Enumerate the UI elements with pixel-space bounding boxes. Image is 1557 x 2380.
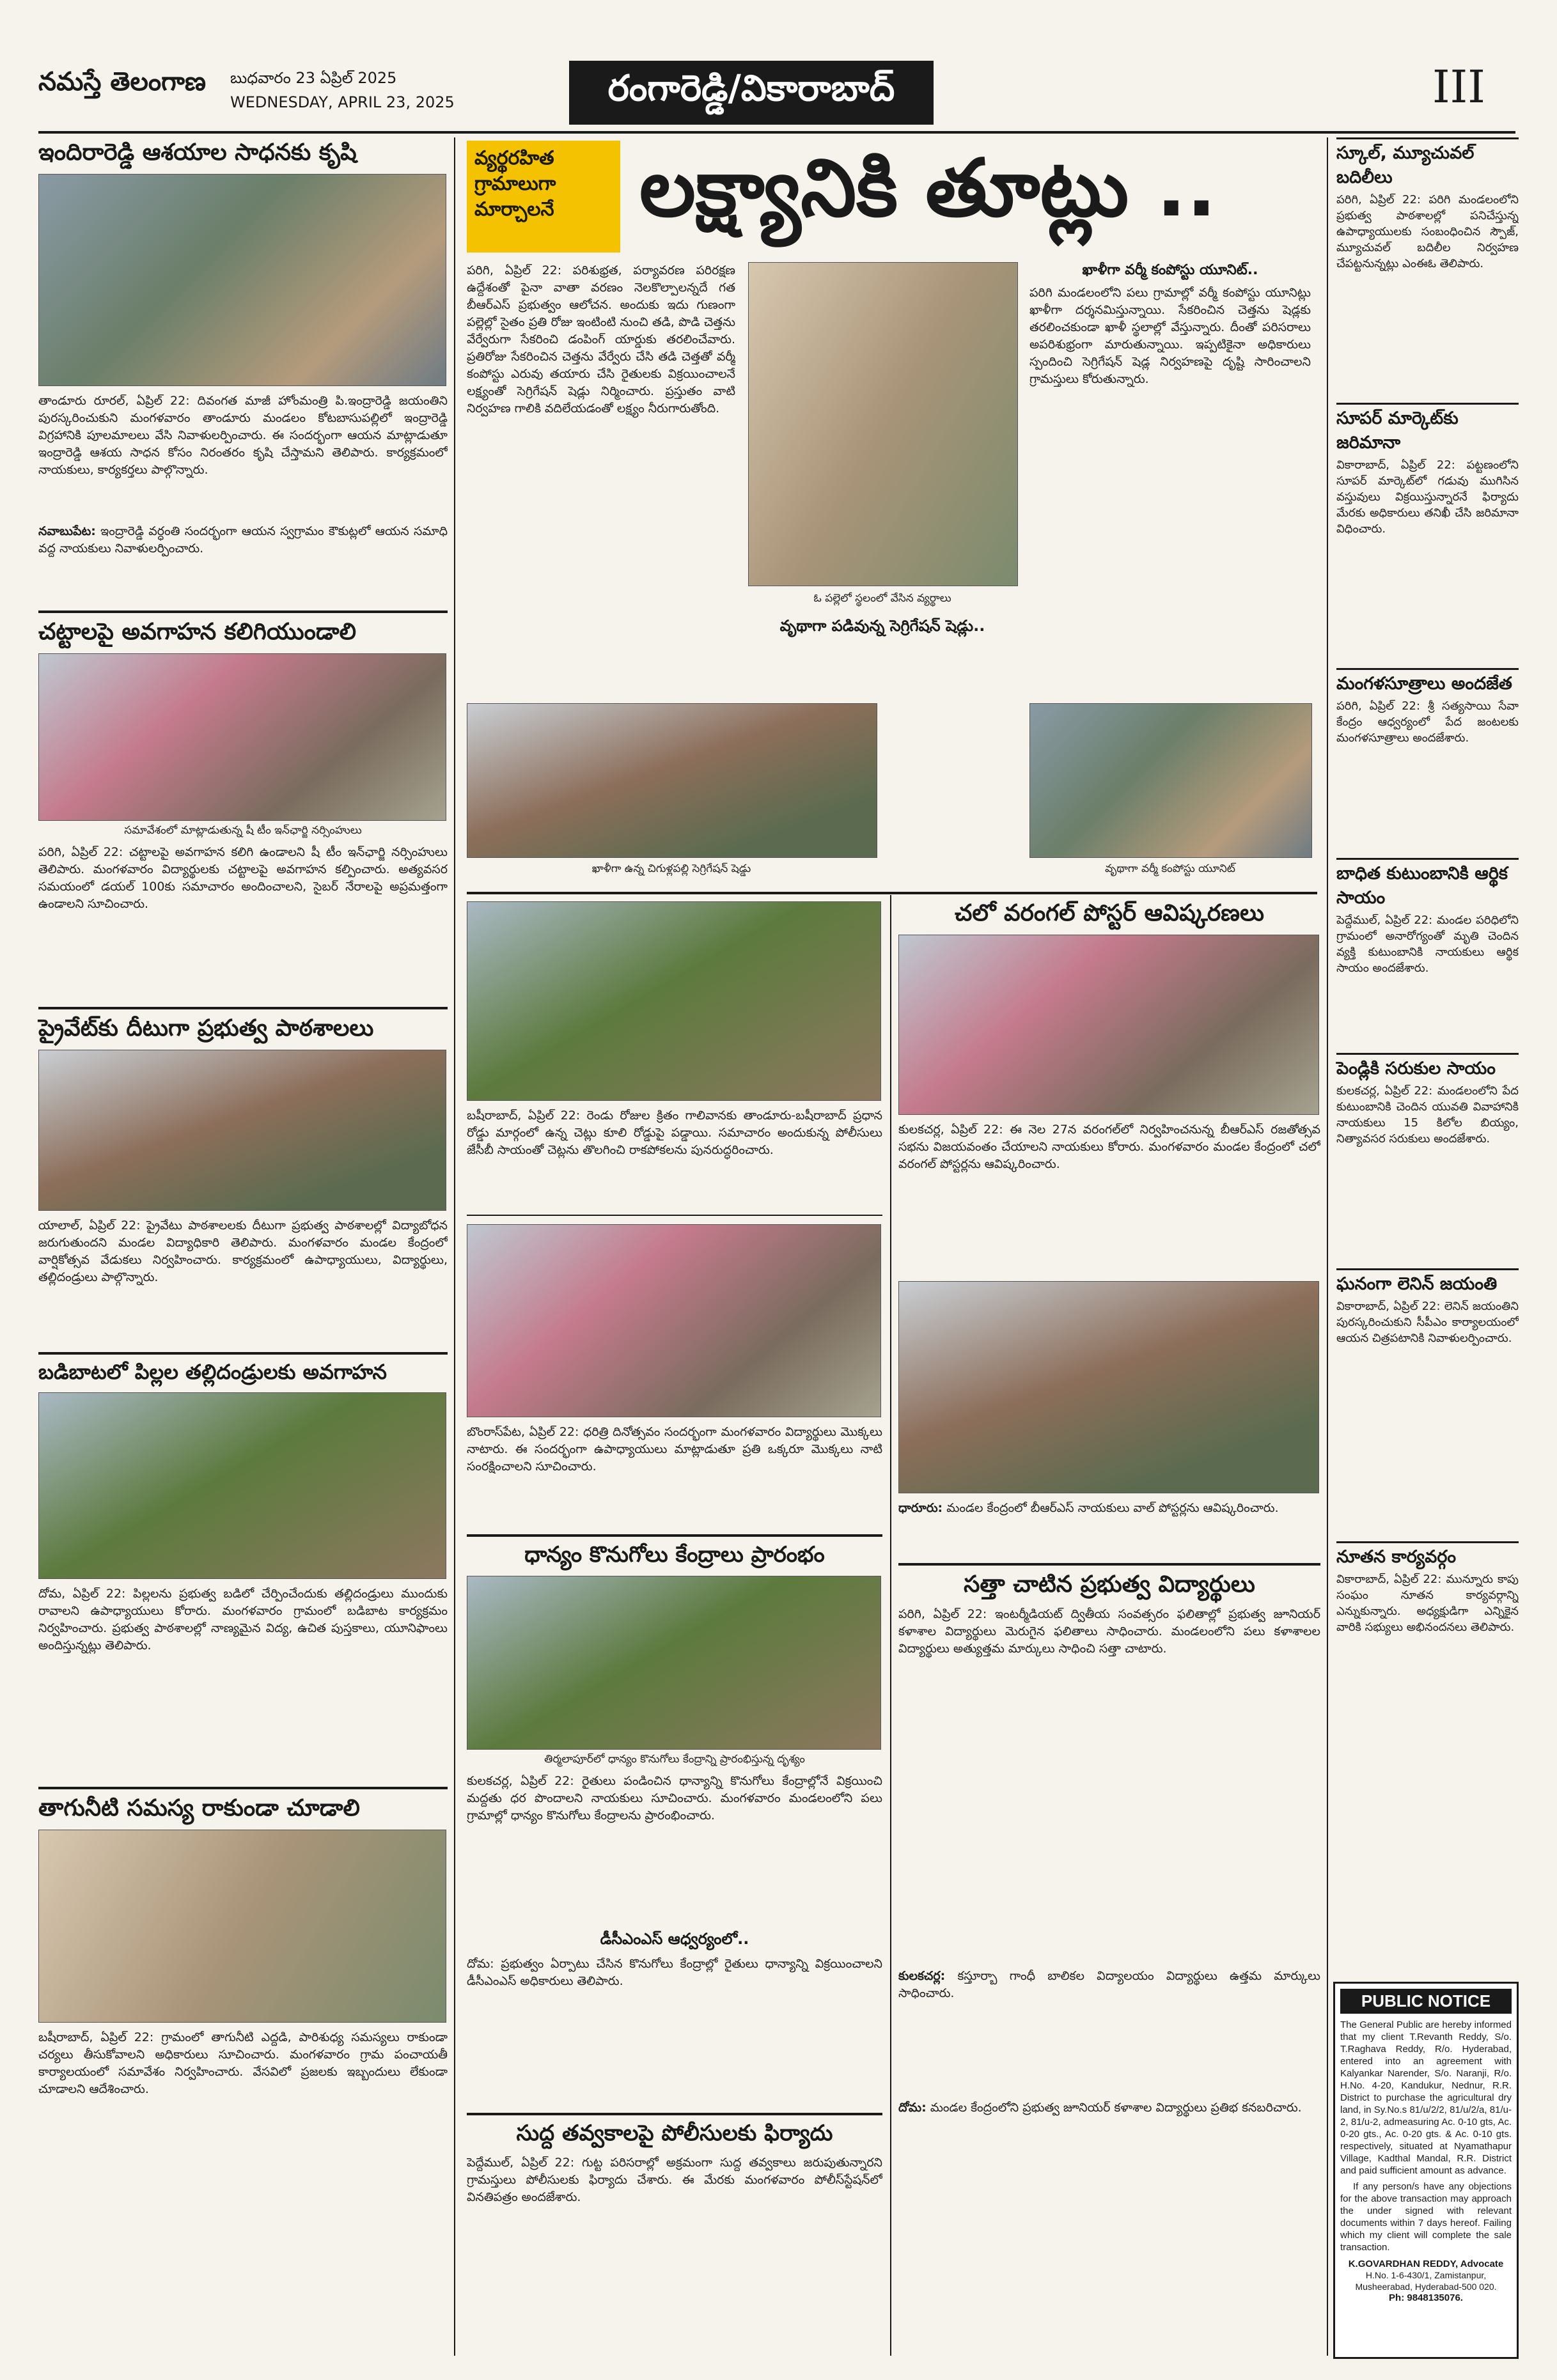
brief-item (1336, 403, 1519, 668)
brief-body: కులకచర్ల, ఏప్రిల్ 22: మండలంలోని పేద కుటుంబానికి చెందిన యువతి వివాహానికి నాయకులు 15 కిలోల బియ్యం, నిత్యావసర సరుకులు అందజేశారు. (1336, 1084, 1519, 1146)
article-subsection (898, 1500, 1320, 1564)
article-body: దోమ, ఏప్రిల్ 22: పిల్లలను ప్రభుత్వ బడిలో చేర్పించేందుకు తల్లిదండ్రులు ముందుకు రావాలని ఉపాధ్యాయులు కోరారు. మంగళవారం గ్రామంలో బడిబాట కార్యక్రమం నిర్వహించారు. ప్రభుత్వ పాఠశాలల్లో నాణ్యమైన విద్య, ఉచిత పుస్తకాలు, యూనిఫాంలు అందిస్తున్నట్లు తెలిపారు. (38, 1586, 448, 1653)
masthead-rule (38, 131, 1515, 134)
article-subhead: నవాబుపేట: (38, 524, 96, 538)
column-divider (890, 895, 891, 2356)
article-headline: చలో వరంగల్ పోస్టర్ ఆవిష్కరణలు (955, 900, 1264, 926)
brief-body: వికారాబాద్, ఏప్రిల్ 22: మున్నూరు కాపు సంఘం నూతన కార్యవర్గాన్ని ఎన్నుకున్నారు. అధ్యక్షుడిగా ఎన్నికైన వారికి సభ్యులు అభినందనలు తెలిపారు. (1336, 1573, 1519, 1634)
brief-headline: నూతన కార్యవర్గం (1336, 1541, 1519, 1571)
brief-headline: పెండ్లికి సరుకుల సాయం (1336, 1053, 1519, 1083)
article-laws-awareness (38, 620, 448, 991)
article-body: బషీరాబాద్, ఏప్రిల్ 22: రెండు రోజుల క్రితం గాలివానకు తాండూరు-బషీరాబాద్ ప్రధాన రోడ్డు మార్గంలో ఉన్న చెట్లు కూలి రోడ్డుపై పడ్డాయి. సమాచారం అందుకున్న పోలీసులు జేసీబీ సాయంతో చెట్లను తొలగించి రాకపోకలను పునరుద్ధరించారు. (467, 1108, 882, 1157)
article-body: పెద్దేముల్, ఏప్రిల్ 22: గుట్ట పరిసరాల్లో అక్రమంగా సుద్ద తవ్వకాలు జరుపుతున్నారని గ్రామస్తులు పోలీసులకు ఫిర్యాదు చేశారు. ఈ మేరకు మంగళవారం పోలీస్‌స్టేషన్‌లో వినతిపత్రం అందజేశారు. (467, 2155, 882, 2204)
brief-headline: స్కూల్, మ్యూచువల్ బదిలీలు (1336, 137, 1519, 192)
article-photo (898, 1281, 1319, 1493)
article-photo (898, 935, 1319, 1115)
lead-subhead: వృథాగా పడివున్న సెగ్రిగేషన్ షెడ్లు.. (779, 617, 985, 635)
section-rule (467, 1534, 882, 1537)
article-subhead: కులకచర్ల: (898, 1968, 946, 1983)
article-chalo-warangal (898, 901, 1320, 1564)
article-headline: ప్రైవేట్‌కు దీటుగా ప్రభుత్వ పాఠశాలలు (38, 1015, 374, 1041)
article-body: యాలాల్, ఏప్రిల్ 22: ప్రైవేటు పాఠశాలలకు దీటుగా ప్రభుత్వ పాఠశాలల్లో విద్యాబోధన జరుగుతుందని మండల విద్యాధికారి తెలిపారు. మంగళవారం మండల కేంద్రంలో వార్షికోత్సవ వేడుకలు నిర్వహించారు. కార్యక్రమంలో ఉపాధ్యాయులు, విద్యార్థులు, తల్లిదండ్రులు పాల్గొన్నారు. (38, 1218, 448, 1284)
article-govt-schools (38, 1016, 448, 1345)
article-headline: సుద్ద తవ్వకాలపై పోలీసులకు ఫిర్యాదు (516, 2120, 833, 2146)
article-photo (467, 1576, 881, 1750)
article-body: పరిగి, ఏప్రిల్ 22: ఇంటర్మీడియట్ ద్వితీయ సంవత్సరం ఫలితాల్లో ప్రభుత్వ జూనియర్ కళాశాల విద్యార్థులు మెరుగైన ఫలితాలు సాధించారు. మండలంలోని పలు కళాశాలల విద్యార్థులు అత్యుత్తమ మార్కులు సాధించి సత్తా చాటారు. (898, 1606, 1320, 1656)
section-rule (467, 1215, 882, 1216)
article-photo (38, 1050, 446, 1211)
brief-body: పెద్దేముల్, ఏప్రిల్ 22: మండల పరిధిలోని గ్రామంలో అనారోగ్యంతో మృతి చెందిన వ్యక్తి కుటుంబానికి నాయకులు ఆర్థిక సాయం అందజేశారు. (1336, 914, 1519, 975)
photo-caption: సమావేశంలో మాట్లాడుతున్న షీ టీం ఇన్‌ఛార్జి నర్సింహులు (124, 823, 362, 837)
brief-headline: బాధిత కుటుంబానికి ఆర్థిక సాయం (1336, 858, 1519, 912)
article-photo (38, 1392, 446, 1579)
column-divider (454, 137, 455, 2356)
article-body: తాండూరు రూరల్, ఏప్రిల్ 22: దివంగత మాజీ హోంమంత్రి పి.ఇంద్రారెడ్డి జయంతిని పురస్కరించుకుని మంగళవారం తాండూరు మండలం కోటబాసుపల్లిలో ఇంద్రారెడ్డి విగ్రహానికి పూలమాలలు వేసి నివాళులర్పించారు. ఈ సందర్భంగా ఆయన మాట్లాడుతూ ఇంద్రారెడ్డి ఆశయ సాధన కోసం నిరంతరం కృషి చేస్తామని తెలిపారు. కార్యక్రమంలో నాయకులు, కార్యకర్తలు పాల్గొన్నారు. (38, 393, 448, 477)
brief-body: వికారాబాద్, ఏప్రిల్ 22: లెనిన్ జయంతిని పురస్కరించుకుని సీపీఎం కార్యాలయంలో ఆయన చిత్రపటానికి నివాళులర్పించారు. (1336, 1300, 1519, 1345)
lead-body: పరిగి, ఏప్రిల్ 22: పరిశుభ్రత, పర్యావరణ పరిరక్షణ ఉద్దేశంతో పైనా వాతా వరణం నెలకొల్పాలన్నదే గత బీఆర్ఎస్ ప్రభుత్వం ఆలోచన. అందుకు ఇదు గుణంగా పల్లెల్లో సైతం ప్రతి రోజు ఇంటింటి నుంచి తడి, పొడి చెత్తను వేర్వేరుగా సేకరించి డంపింగ్ యార్డుకు తరలించేవారు. ప్రతిరోజు సేకరించిన చెత్తను వేర్వేరు చేసి తడి చెత్తతో వర్మీ కంపోస్టు ఎరువు తయారు చేసి రైతులకు విక్రయించాలనే లక్ష్యంతో సెగ్రిగేషన్ షెడ్లు నిర్మించారు. ప్రస్తుతం వాటి నిర్వహణ గాలికి వదిలేయడంతో లక్ష్యం నీరుగారుతోంది. (467, 263, 735, 416)
brief-item (1336, 1541, 1519, 1750)
brief-item (1336, 1268, 1519, 1541)
article-subbody: మండల కేంద్రంలో బీఆర్‌ఎస్ నాయకులు వాల్ పోస్టర్లను ఆవిష్కరించారు. (946, 1500, 1279, 1515)
section-rule (38, 1352, 448, 1355)
article-subhead: డీసీఎంఎస్ ఆధ్వర్యంలో.. (600, 1929, 749, 1948)
section-rule (38, 1007, 448, 1009)
notice-objections: If any person/s have any objections for the above transaction may approach the under signed with relevant documents within 7 days hereof. Failing which my client will complete the sale transaction. (1340, 2181, 1512, 2253)
masthead (38, 61, 1515, 128)
brief-item (1336, 668, 1519, 858)
article-body: కులకచర్ల, ఏప్రిల్ 22: ఈ నెల 27న వరంగల్‌లో నిర్వహించనున్న బీఆర్‌ఎస్ రజతోత్సవ సభను విజయవంతం చేయాలని నాయకులు కోరారు. మంగళవారం మండల కేంద్రంలో చలో వరంగల్ పోస్టర్లను ఆవిష్కరించారు. (898, 1122, 1320, 1171)
lead-photo-shed (467, 703, 877, 858)
article-headline: ధాన్యం కొనుగోలు కేంద్రాలు ప్రారంభం (524, 1542, 825, 1567)
article-govt-students (898, 1573, 1320, 2227)
page-number: III (1432, 61, 1485, 113)
brief-item (1336, 137, 1519, 403)
sidebar-briefs (1336, 137, 1519, 1750)
article-subbody: దోమ: ప్రభుత్వం ఏర్పాటు చేసిన కొనుగోలు కేంద్రాల్లో రైతులు ధాన్యాన్ని విక్రయించాలని డీసీఎంఎస్ అధికారులు తెలిపారు. (467, 1956, 882, 1988)
lead-photo-waste (748, 262, 1018, 586)
paper-name: నమస్తే తెలంగాణ (38, 67, 207, 97)
article-fallen-trees (467, 901, 882, 1209)
brief-body: పరిగి, ఏప్రిల్ 22: శ్రీ సత్యసాయి సేవా కేంద్రం ఆధ్వర్యంలో పేద జంటలకు మంగళసూత్రాలు అందజేశారు. (1336, 699, 1519, 745)
brief-body: వికారాబాద్, ఏప్రిల్ 22: పట్టణంలోని సూపర్ మార్కెట్‌లో గడువు ముగిసిన వస్తువులు విక్రయిస్తున్నారనే ఫిర్యాదు మేరకు అధికారులు తనిఖీ చేసి జరిమానా విధించారు. (1336, 458, 1519, 536)
photo-caption: వృథాగా వర్మీ కంపోస్టు యూనిట్ (1105, 862, 1235, 875)
lead-headline: లక్ష్యానికి తూట్లు .. (639, 143, 1217, 235)
article-photo (38, 653, 446, 821)
article-body: బొంరాస్‌పేట, ఏప్రిల్ 22: ధరిత్రి దినోత్సవం సందర్భంగా మంగళవారం విద్యార్థులు మొక్కలు నాటారు. ఈ సందర్భంగా ఉపాధ్యాయులు మాట్లాడుతూ ప్రతి ఒక్కరూ మొక్కలు నాటి సంరక్షించాలని సూచించారు. (467, 1425, 882, 1474)
article-headline: బడిబాటలో పిల్లల తల్లిదండ్రులకు అవగాహన (38, 1360, 387, 1384)
lead-subhead: ఖాళీగా వర్మీ కంపోస్టు యూనిట్.. (1082, 262, 1258, 278)
article-subhead: ధారూరు: (898, 1500, 943, 1515)
brief-item (1336, 858, 1519, 1053)
article-photo (38, 1830, 446, 2023)
notice-title: PUBLIC NOTICE (1340, 1989, 1512, 2014)
lead-photo-compost (1029, 703, 1312, 858)
section-rule (38, 611, 448, 613)
brief-headline: ఘనంగా లెనిన్ జయంతి (1336, 1268, 1519, 1298)
article-headline: సత్తా చాటిన ప్రభుత్వ విద్యార్థులు (964, 1571, 1255, 1598)
notice-address: H.No. 1-6-430/1, Zamistanpur, Musheerabad, Hyderabad-500 020. (1355, 2270, 1497, 2292)
lead-story (467, 141, 1317, 889)
article-photo (467, 1224, 881, 1417)
article-body: కులకచర్ల, ఏప్రిల్ 22: రైతులు పండించిన ధాన్యాన్ని కొనుగోలు కేంద్రాల్లోనే విక్రయించి మద్దతు ధర పొందాలని నాయకులు సూచించారు. మంగళవారం మండలంలోని పలు గ్రామాల్లో ధాన్యం కొనుగోలు కేంద్రాలను ప్రారంభించారు. (467, 1773, 882, 1823)
date-telugu: బుధవారం 23 ఏప్రిల్ 2025 (230, 69, 397, 87)
article-subbody: మండల కేంద్రంలోని ప్రభుత్వ జూనియర్ కళాశాల విద్యార్థులు ప్రతిభ కనబరిచారు. (930, 2100, 1302, 2115)
article-photo (467, 901, 881, 1101)
brief-headline: మంగళసూత్రాలు అందజేత (1336, 668, 1519, 698)
edition-date (230, 66, 455, 114)
column-divider (1327, 137, 1328, 2356)
brief-item (1336, 1053, 1519, 1268)
article-headline: చట్టాలపై అవగాహన కలిగియుండాలి (38, 619, 356, 645)
article-indira-reddy (38, 141, 448, 593)
section-rule (898, 1563, 1320, 1566)
article-subsection (898, 1968, 1320, 2096)
section-rule (467, 2113, 882, 2115)
photo-caption: ఖాళీగా ఉన్న చిగుళ్లపల్లి సెగ్రిగేషన్ షెడ్డు (591, 862, 751, 875)
article-subsection (898, 2099, 1320, 2227)
notice-advocate: K.GOVARDHAN REDDY, Advocate (1348, 2259, 1504, 2269)
notice-body: The General Public are hereby informed that my client T.Revanth Reddy, S/o. T.Raghava Reddy, R/o. Hyderabad, entered into an agreement with Kalyankar Narender, S/o. Naranji, R/o. H.No. 4-20, Kandukur, Nednur, R.R. District to purchase the agricultural dry land, in Sy.No.s 81/u/2/2, 81/u/2/a, 81/u-2, 81/u-2, admeasuring Ac. 0-10 gts, Ac. 0-20 gts., Ac. 0-20 gts. & Ac. 0-10 gts. respectively, situated at Nyamathapur Village, Kadthal Mandal, R.R. District and paid sufficient amount as advance. (1340, 2019, 1512, 2176)
section-rule (467, 892, 1317, 894)
date-english: WEDNESDAY, APRIL 23, 2025 (230, 93, 455, 111)
lead-body-continued: పరిగి మండలంలోని పలు గ్రామాల్లో వర్మీ కంపోస్టు యూనిట్లు ఖాళీగా దర్శనమిస్తున్నాయి. సేకరించిన చెత్తను షెడ్లకు తరలించకుండా ఖాళీ స్థలాల్లో వేస్తున్నారు. దీంతో పరిసరాలు అపరిశుభ్రంగా మారుతున్నాయి. ఇప్పటికైనా అధికారులు స్పందించి సెగ్రిగేషన్ షెడ్ల నిర్వహణపై దృష్టి సారించాలని గ్రామస్తులు కోరుతున్నారు. (1029, 286, 1311, 386)
notice-phone: Ph: 9848135076. (1389, 2292, 1463, 2303)
brief-body: పరిగి, ఏప్రిల్ 22: పరిగి మండలంలోని ప్రభుత్వ పాఠశాలల్లో పనిచేస్తున్న ఉపాధ్యాయులకు సంబంధించిన స్పౌజ్, మ్యూచువల్ బదిలీల నిర్వహణ చేపట్టనున్నట్లు ఎంఈఓ తెలిపారు. (1336, 193, 1519, 270)
article-body: పరిగి, ఏప్రిల్ 22: చట్టాలపై అవగాహన కలిగి ఉండాలని షీ టీం ఇన్‌ఛార్జి నర్సింహులు తెలిపారు. మంగళవారం విద్యార్థులకు చట్టాలపై అవగాహన కల్పించారు. అత్యవసర సమయంలో డయల్ 100కు సమాచారం అందించాలని, సైబర్ నేరాలపై అప్రమత్తంగా ఉండాలని సూచించారు. (38, 844, 448, 911)
article-subbody: కస్తూర్బా గాంధీ బాలికల విద్యాలయం విద్యార్థులు ఉత్తమ మార్కులు సాధించారు. (898, 1968, 1320, 2000)
brief-headline: సూపర్ మార్కెట్‌కు జరిమానా (1336, 403, 1519, 457)
section-rule (38, 1787, 448, 1789)
article-subbody: ఇంద్రారెడ్డి వర్ధంతి సందర్భంగా ఆయన స్వగ్రామం కౌకుట్లలో ఆయన సమాధి వద్ద నాయకులు నివాళులర్పించారు. (38, 524, 448, 556)
article-headline: ఇందిరారెడ్డి ఆశయాల సాధనకు కృషి (38, 139, 357, 166)
article-body: బషీరాబాద్, ఏప్రిల్ 22: గ్రామంలో తాగునీటి ఎద్దడి, పారిశుధ్య సమస్యలు రాకుండా చర్యలు తీసుకోవాలని అధికారులు సూచించారు. మంగళవారం గ్రామ పంచాయతీ కార్యాలయంలో సమావేశం నిర్వహించారు. వేసవిలో ప్రజలకు ఇబ్బందులు లేకుండా చూడాలని ఆదేశించారు. (38, 2030, 448, 2096)
article-headline: తాగునీటి సమస్య రాకుండా చూడాలి (38, 1795, 360, 1821)
article-subsection (38, 523, 448, 593)
public-notice (1333, 1982, 1519, 2359)
article-photo (38, 174, 446, 386)
article-chalk-mining (467, 2122, 882, 2333)
photo-caption: ఓ పల్లెలో స్థలంలో వేసిన వ్యర్థాలు (813, 592, 951, 605)
edition-banner: రంగారెడ్డి/వికారాబాద్ (569, 61, 934, 125)
article-earth-day (467, 1224, 882, 1520)
article-drinking-water (38, 1796, 448, 2298)
article-grain-procurement (467, 1544, 882, 2026)
article-subhead: దోమ: (898, 2100, 927, 2115)
lead-kicker: వ్యర్థరహిత గ్రామాలుగా మార్చాలనే (467, 141, 620, 253)
photo-caption: తిర్మలాపూర్‌లో ధాన్యం కొనుగోలు కేంద్రాన్ని ప్రారంభిస్తున్న దృశ్యం (544, 1752, 805, 1766)
article-badibata (38, 1362, 448, 1752)
